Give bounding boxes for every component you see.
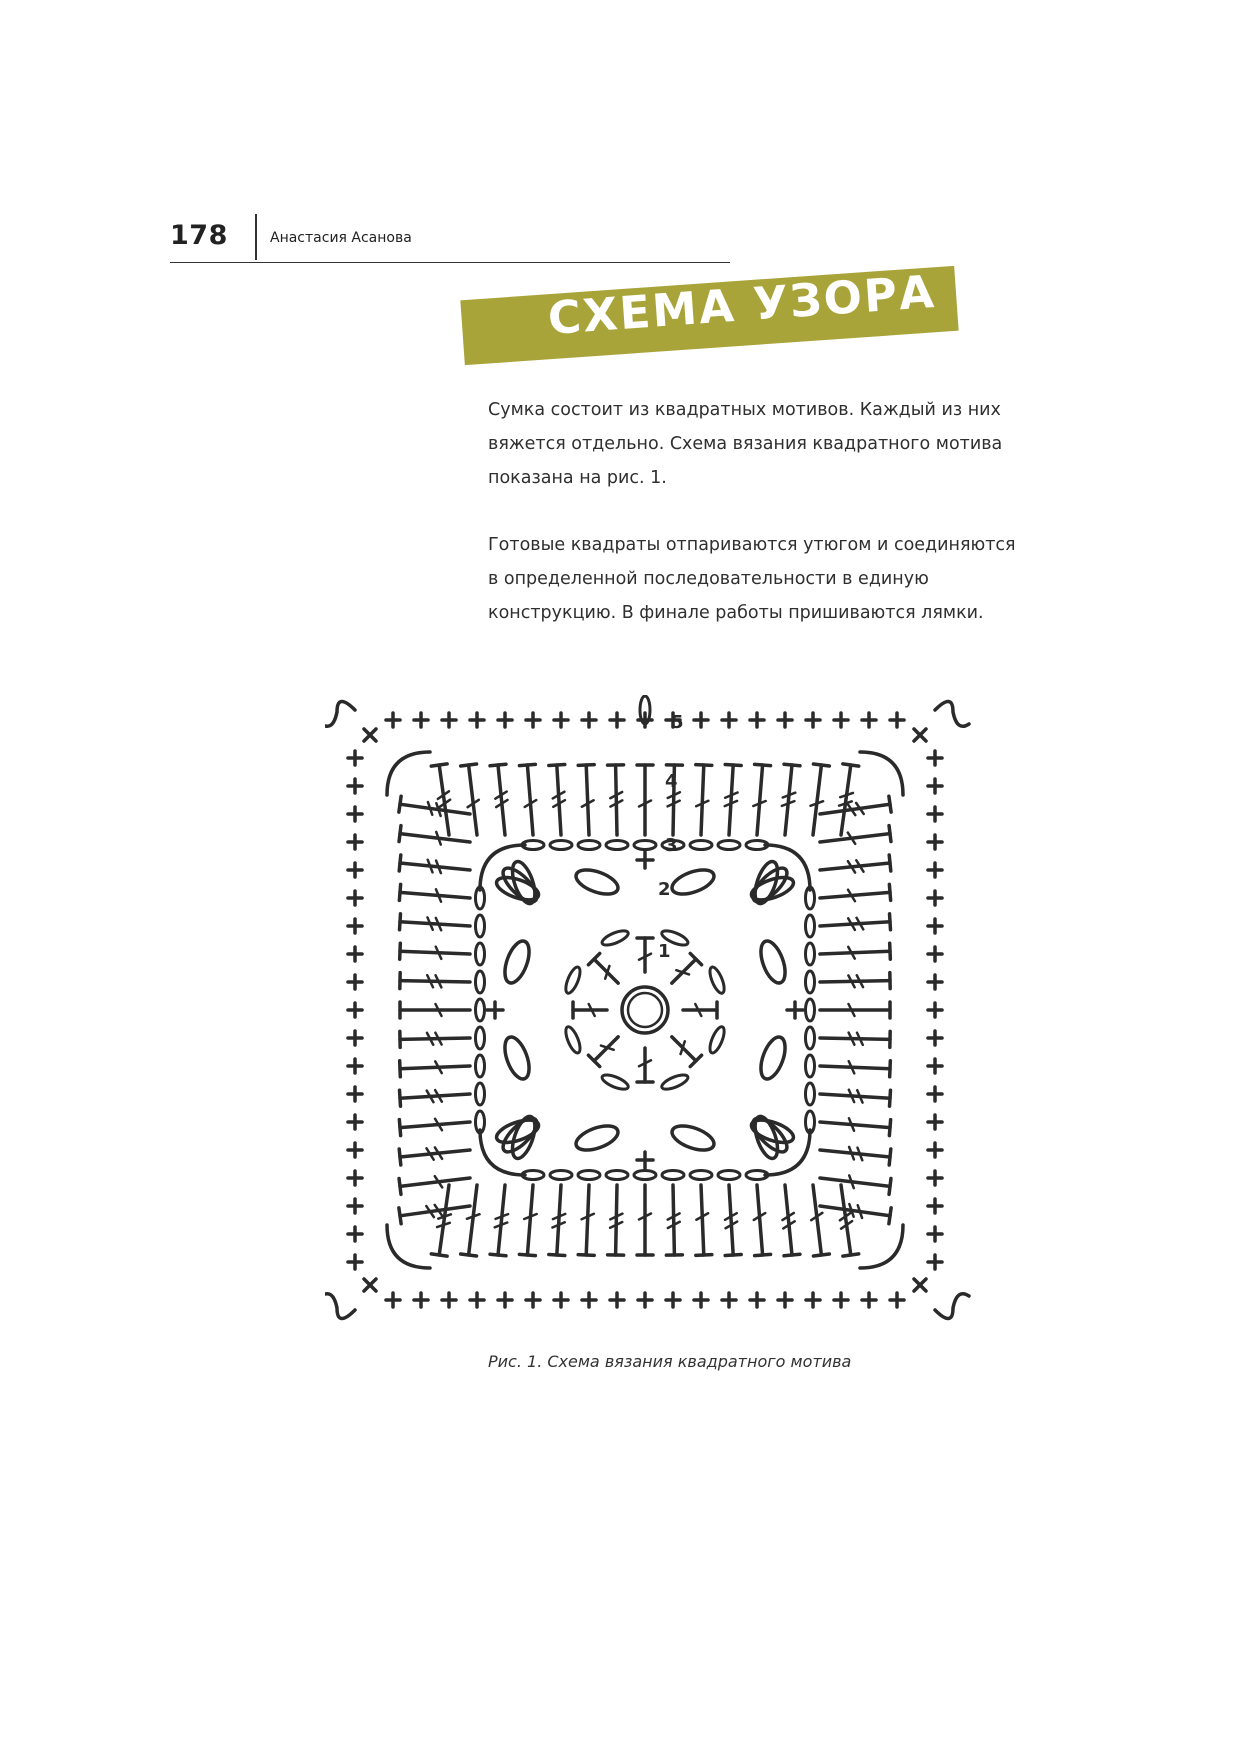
double-crochet-symbol: [490, 1254, 506, 1256]
double-crochet-symbol: [889, 855, 891, 871]
double-crochet-symbol: [813, 1185, 821, 1255]
cluster-symbol: [500, 1034, 534, 1082]
double-crochet-symbol: [889, 826, 891, 842]
double-crochet-symbol: [890, 914, 891, 930]
chain-arc-symbol: [860, 752, 903, 795]
chain-arc-symbol: [765, 845, 810, 890]
double-crochet-symbol: [400, 1094, 470, 1098]
double-crochet-symbol: [820, 892, 890, 898]
paragraph-line: Сумка состоит из квадратных мотивов. Каждый из них: [488, 400, 1001, 420]
double-crochet-symbol: [841, 765, 851, 835]
double-crochet-symbol: [400, 1090, 401, 1106]
chain-arc-symbol: [480, 1130, 525, 1175]
body-paragraph-2: [488, 528, 1088, 630]
paragraph-line: вяжется отдельно. Схема вязания квадратного мотива: [488, 434, 1003, 454]
chain-stitch-symbol: [806, 1027, 815, 1049]
double-crochet-symbol: [784, 764, 800, 766]
chain-stitch-symbol: [578, 1171, 600, 1180]
double-crochet-symbol: [399, 826, 401, 842]
chain-stitch-symbol: [662, 1171, 684, 1180]
double-crochet-symbol: [498, 765, 505, 835]
cluster-symbol: [756, 938, 790, 986]
paragraph-line: показана на рис. 1.: [488, 468, 667, 488]
double-crochet-symbol: [469, 1185, 477, 1255]
corner-chain-loop-symbol: [935, 701, 969, 726]
double-crochet-symbol: [820, 922, 890, 926]
row-label-2: 2: [658, 879, 671, 900]
chain-arc-symbol: [480, 845, 525, 890]
double-crochet-symbol: [696, 1255, 712, 1256]
chain-stitch-symbol: [476, 1027, 485, 1049]
double-crochet-symbol: [696, 765, 712, 766]
chain-stitch-symbol: [707, 1025, 727, 1055]
double-crochet-symbol: [813, 765, 821, 835]
double-crochet-symbol: [813, 1254, 829, 1256]
chain-stitch-symbol: [476, 999, 485, 1021]
double-crochet-symbol: [820, 1038, 890, 1039]
double-crochet-symbol: [889, 1149, 891, 1165]
double-crochet-symbol: [461, 764, 477, 766]
double-crochet-symbol: [785, 765, 792, 835]
row-label-1: 1: [658, 941, 671, 962]
chain-stitch-symbol: [806, 999, 815, 1021]
double-crochet-symbol: [557, 1185, 561, 1255]
double-crochet-symbol: [400, 951, 470, 954]
double-crochet-symbol: [498, 1185, 505, 1255]
double-crochet-symbol: [820, 1066, 890, 1069]
double-crochet-symbol: [400, 1061, 401, 1077]
row-label-3: 3: [665, 835, 678, 856]
chain-stitch-symbol: [550, 841, 572, 850]
double-crochet-symbol: [578, 765, 594, 766]
double-crochet-symbol: [785, 1185, 792, 1255]
double-crochet-symbol: [399, 796, 401, 812]
double-crochet-symbol: [784, 1254, 800, 1256]
double-crochet-symbol: [890, 943, 891, 959]
double-crochet-symbol: [400, 1150, 470, 1157]
chain-stitch-symbol: [660, 1072, 690, 1092]
row-label-5: 5: [671, 712, 684, 733]
double-crochet-symbol: [729, 765, 733, 835]
double-crochet-symbol: [400, 834, 470, 842]
double-crochet-symbol: [519, 1254, 535, 1255]
chain-arc-symbol: [387, 1225, 430, 1268]
chain-stitch-symbol: [606, 1171, 628, 1180]
cluster-symbol: [669, 865, 717, 899]
double-crochet-symbol: [820, 951, 890, 954]
double-crochet-symbol: [672, 959, 696, 983]
double-crochet-symbol: [820, 1206, 890, 1216]
body-paragraph-1: [488, 393, 1088, 495]
chain-arc-symbol: [765, 1130, 810, 1175]
double-crochet-symbol: [400, 1038, 470, 1039]
chain-stitch-symbol: [690, 1171, 712, 1180]
double-crochet-symbol: [399, 1120, 400, 1136]
double-crochet-symbol: [399, 1208, 401, 1224]
double-crochet-symbol: [461, 1254, 477, 1256]
double-crochet-symbol: [673, 1185, 674, 1255]
double-crochet-symbol: [820, 1150, 890, 1157]
double-crochet-symbol: [399, 884, 400, 900]
crochet-square-motif-diagram: [325, 695, 975, 1325]
double-crochet-symbol: [890, 1090, 891, 1106]
double-crochet-symbol: [820, 981, 890, 982]
double-crochet-symbol: [820, 1122, 890, 1128]
double-crochet-symbol: [701, 765, 704, 835]
cluster-symbol: [756, 1034, 790, 1082]
double-crochet-symbol: [820, 834, 890, 842]
chain-stitch-symbol: [476, 943, 485, 965]
chain-stitch-symbol: [563, 965, 583, 995]
double-crochet-symbol: [725, 765, 741, 766]
double-crochet-symbol: [672, 1037, 696, 1061]
double-crochet-symbol: [820, 1178, 890, 1186]
double-crochet-symbol: [889, 796, 891, 812]
double-crochet-symbol: [400, 1066, 470, 1069]
double-crochet-symbol: [729, 1185, 733, 1255]
chain-stitch-symbol: [563, 1025, 583, 1055]
double-crochet-symbol: [889, 1208, 891, 1224]
double-crochet-symbol: [843, 764, 859, 766]
double-crochet-symbol: [594, 959, 618, 983]
magic-ring-symbol: [628, 993, 662, 1027]
double-crochet-symbol: [586, 1185, 589, 1255]
double-crochet-symbol: [725, 1255, 741, 1256]
double-crochet-symbol: [701, 1185, 704, 1255]
double-crochet-symbol: [400, 892, 470, 898]
page-header: [170, 214, 730, 263]
double-crochet-symbol: [399, 855, 401, 871]
double-crochet-symbol: [616, 765, 617, 835]
double-crochet-symbol: [431, 764, 447, 766]
chain-stitch-symbol: [707, 965, 727, 995]
cluster-symbol: [573, 865, 621, 899]
chain-stitch-symbol: [606, 841, 628, 850]
chain-stitch-symbol: [634, 841, 656, 850]
double-crochet-symbol: [813, 764, 829, 766]
double-crochet-symbol: [594, 1037, 618, 1061]
double-crochet-symbol: [549, 765, 565, 766]
double-crochet-symbol: [469, 765, 477, 835]
double-crochet-symbol: [557, 765, 561, 835]
corner-chain-loop-symbol: [325, 1294, 355, 1319]
page-number: 178: [170, 220, 228, 251]
chain-arc-symbol: [860, 1225, 903, 1268]
chain-stitch-symbol: [690, 841, 712, 850]
double-crochet-symbol: [889, 1178, 891, 1194]
cluster-symbol: [500, 938, 534, 986]
chain-stitch-symbol: [476, 915, 485, 937]
double-crochet-symbol: [616, 1185, 617, 1255]
double-crochet-symbol: [400, 922, 470, 926]
paragraph-line: Готовые квадраты отпариваются утюгом и соединяются: [488, 535, 1016, 555]
double-crochet-symbol: [490, 764, 506, 766]
chain-stitch-symbol: [806, 1083, 815, 1105]
chain-stitch-symbol: [806, 971, 815, 993]
double-crochet-symbol: [586, 765, 589, 835]
double-crochet-symbol: [400, 863, 470, 870]
double-crochet-symbol: [399, 1178, 401, 1194]
double-crochet-symbol: [578, 1255, 594, 1256]
cluster-symbol: [573, 1121, 621, 1155]
double-crochet-symbol: [400, 1122, 470, 1128]
chain-stitch-symbol: [718, 841, 740, 850]
double-crochet-symbol: [843, 1254, 859, 1256]
cluster-symbol: [669, 1121, 717, 1155]
chain-stitch-symbol: [806, 1055, 815, 1077]
paragraph-line: конструкцию. В финале работы пришиваются лямки.: [488, 603, 984, 623]
double-crochet-symbol: [889, 1120, 890, 1136]
section-title: СХЕМА УЗОРА: [546, 264, 938, 345]
double-crochet-symbol: [400, 1178, 470, 1186]
chain-stitch-symbol: [718, 1171, 740, 1180]
double-crochet-symbol: [527, 1185, 533, 1255]
chain-stitch-symbol: [806, 943, 815, 965]
double-crochet-symbol: [431, 1254, 447, 1256]
double-crochet-symbol: [399, 1149, 401, 1165]
paragraph-line: в определенной последовательности в единую: [488, 569, 929, 589]
chain-stitch-symbol: [476, 1055, 485, 1077]
chain-stitch-symbol: [634, 1171, 656, 1180]
double-crochet-symbol: [820, 863, 890, 870]
double-crochet-symbol: [400, 914, 401, 930]
double-crochet-symbol: [755, 764, 771, 765]
double-crochet-symbol: [400, 943, 401, 959]
double-crochet-symbol: [549, 1255, 565, 1256]
double-crochet-symbol: [527, 765, 533, 835]
chain-stitch-symbol: [550, 1171, 572, 1180]
double-crochet-symbol: [439, 1185, 449, 1255]
chain-stitch-symbol: [476, 1083, 485, 1105]
double-crochet-symbol: [889, 884, 890, 900]
corner-chain-loop-symbol: [935, 1294, 969, 1319]
chain-stitch-symbol: [600, 1072, 630, 1092]
double-crochet-symbol: [400, 981, 470, 982]
row-label-4: 4: [665, 771, 678, 792]
double-crochet-symbol: [757, 1185, 763, 1255]
chain-stitch-symbol: [806, 915, 815, 937]
double-crochet-symbol: [755, 1254, 771, 1255]
double-crochet-symbol: [757, 765, 763, 835]
chain-stitch-symbol: [600, 928, 630, 948]
double-crochet-symbol: [400, 804, 470, 814]
corner-chain-loop-symbol: [325, 701, 355, 726]
running-head-author: Анастасия Асанова: [270, 230, 412, 246]
chain-stitch-symbol: [476, 971, 485, 993]
chain-stitch-symbol: [578, 841, 600, 850]
double-crochet-symbol: [890, 1061, 891, 1077]
figure-caption: Рис. 1. Схема вязания квадратного мотива: [488, 1352, 852, 1371]
double-crochet-symbol: [820, 1094, 890, 1098]
chain-arc-symbol: [387, 752, 430, 795]
header-divider: [255, 214, 257, 260]
double-crochet-symbol: [519, 764, 535, 765]
